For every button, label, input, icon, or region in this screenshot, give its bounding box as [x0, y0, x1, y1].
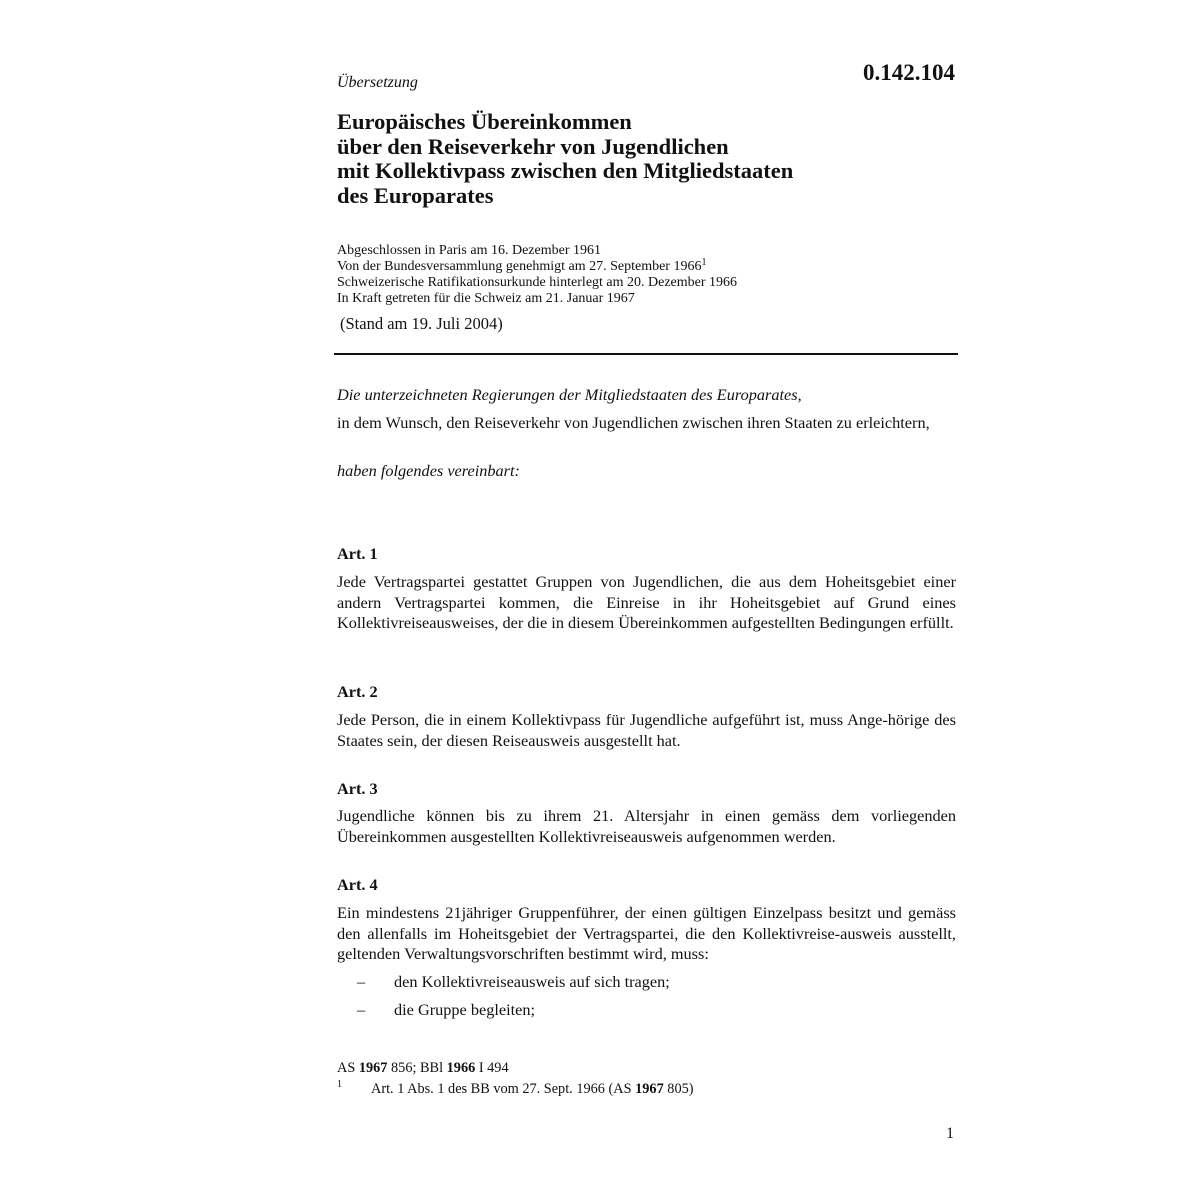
article-heading: Art. 4 — [337, 875, 378, 894]
footnote-text — [371, 1081, 694, 1098]
list-item-text: die Gruppe begleiten; — [394, 1000, 536, 1019]
footnote-end: 805) — [667, 1081, 694, 1097]
preamble-agreement: haben folgendes vereinbart: — [337, 461, 520, 480]
title-line: des Europarates — [337, 182, 494, 208]
document-metadata — [337, 243, 737, 307]
article-heading: Art. 1 — [337, 544, 378, 563]
article-text: Jede Person, die in einem Kollektivpass für Jugendliche aufgeführt ist, muss Ange-hörige des Staates sein, der diesen Reiseausweis ausgestellt hat. — [337, 710, 956, 750]
approved-date — [337, 259, 737, 275]
as-mid: 856; BBl — [391, 1060, 444, 1076]
list-item-text: den Kollektivreiseausweis auf sich tragen; — [394, 972, 670, 991]
title-line: Europäisches Übereinkommen — [337, 109, 632, 134]
footnote-mark: 1 — [337, 1079, 342, 1090]
footnote-year: 1967 — [635, 1081, 664, 1097]
preamble-line: Die unterzeichneten Regierungen der Mitgliedstaaten des Europarates, — [337, 385, 802, 404]
article-text: Jede Vertragspartei gestattet Gruppen von Jugendlichen, die aus dem Hoheitsgebiet einer andern Vertragspartei kommen, die Einreise in ihr Hoheitsgebiet auf Grund eines Kollektivreiseausweises, der die in diesem Übereinkommen aufgestellten Bedingungen erfüllt. — [337, 572, 956, 632]
bbl-year: 1966 — [446, 1060, 476, 1076]
sr-number: 0.142.104 — [863, 60, 955, 85]
as-prefix: AS — [337, 1060, 356, 1076]
footnote-ref[interactable]: 1 — [701, 257, 707, 268]
article-text: Jugendliche können bis zu ihrem 21. Altersjahr in einen gemäss dem vorliegenden Übereinkommen ausgestellten Kollektivreiseausweis aufgenommen werden. — [337, 806, 956, 846]
footnote-body: Art. 1 Abs. 1 des BB vom 27. Sept. 1966 (AS — [371, 1081, 632, 1097]
preamble-text: in dem Wunsch, den Reiseverkehr von Jugendlichen zwischen ihren Staaten zu erleichtern, — [337, 413, 930, 432]
source-reference — [337, 1060, 509, 1077]
approved-text: Von der Bundesversammlung genehmigt am 27. September 1966 — [337, 259, 702, 274]
as-year: 1967 — [358, 1060, 388, 1076]
article-heading: Art. 2 — [337, 682, 378, 701]
concluded-date: Abgeschlossen in Paris am 16. Dezember 1961 — [337, 243, 601, 258]
article-heading: Art. 3 — [337, 779, 378, 798]
header-divider — [334, 353, 958, 355]
list-dash: – — [357, 1000, 366, 1019]
translation-label: Übersetzung — [337, 74, 418, 91]
document-title — [337, 110, 793, 208]
ratification-date: Schweizerische Ratifikationsurkunde hinterlegt am 20. Dezember 1966 — [337, 275, 738, 290]
title-line: mit Kollektivpass zwischen den Mitgliedstaaten — [337, 158, 794, 183]
article-text: Ein mindestens 21jähriger Gruppenführer, der einen gültigen Einzelpass besitzt und gemäss den allenfalls im Hoheitsgebiet der Vertragspartei, die den Kollektivreise-ausweis ausstellt, geltenden Verwaltungsvorschriften bestimmt wird, muss: — [337, 903, 956, 963]
list-dash: – — [357, 972, 366, 991]
page-number: 1 — [946, 1125, 954, 1142]
in-force-date: In Kraft getreten für die Schweiz am 21. Januar 1967 — [337, 291, 635, 306]
bbl-rest: I 494 — [478, 1060, 509, 1076]
status-date: (Stand am 19. Juli 2004) — [340, 314, 503, 333]
title-line: über den Reiseverkehr von Jugendlichen — [337, 133, 729, 159]
